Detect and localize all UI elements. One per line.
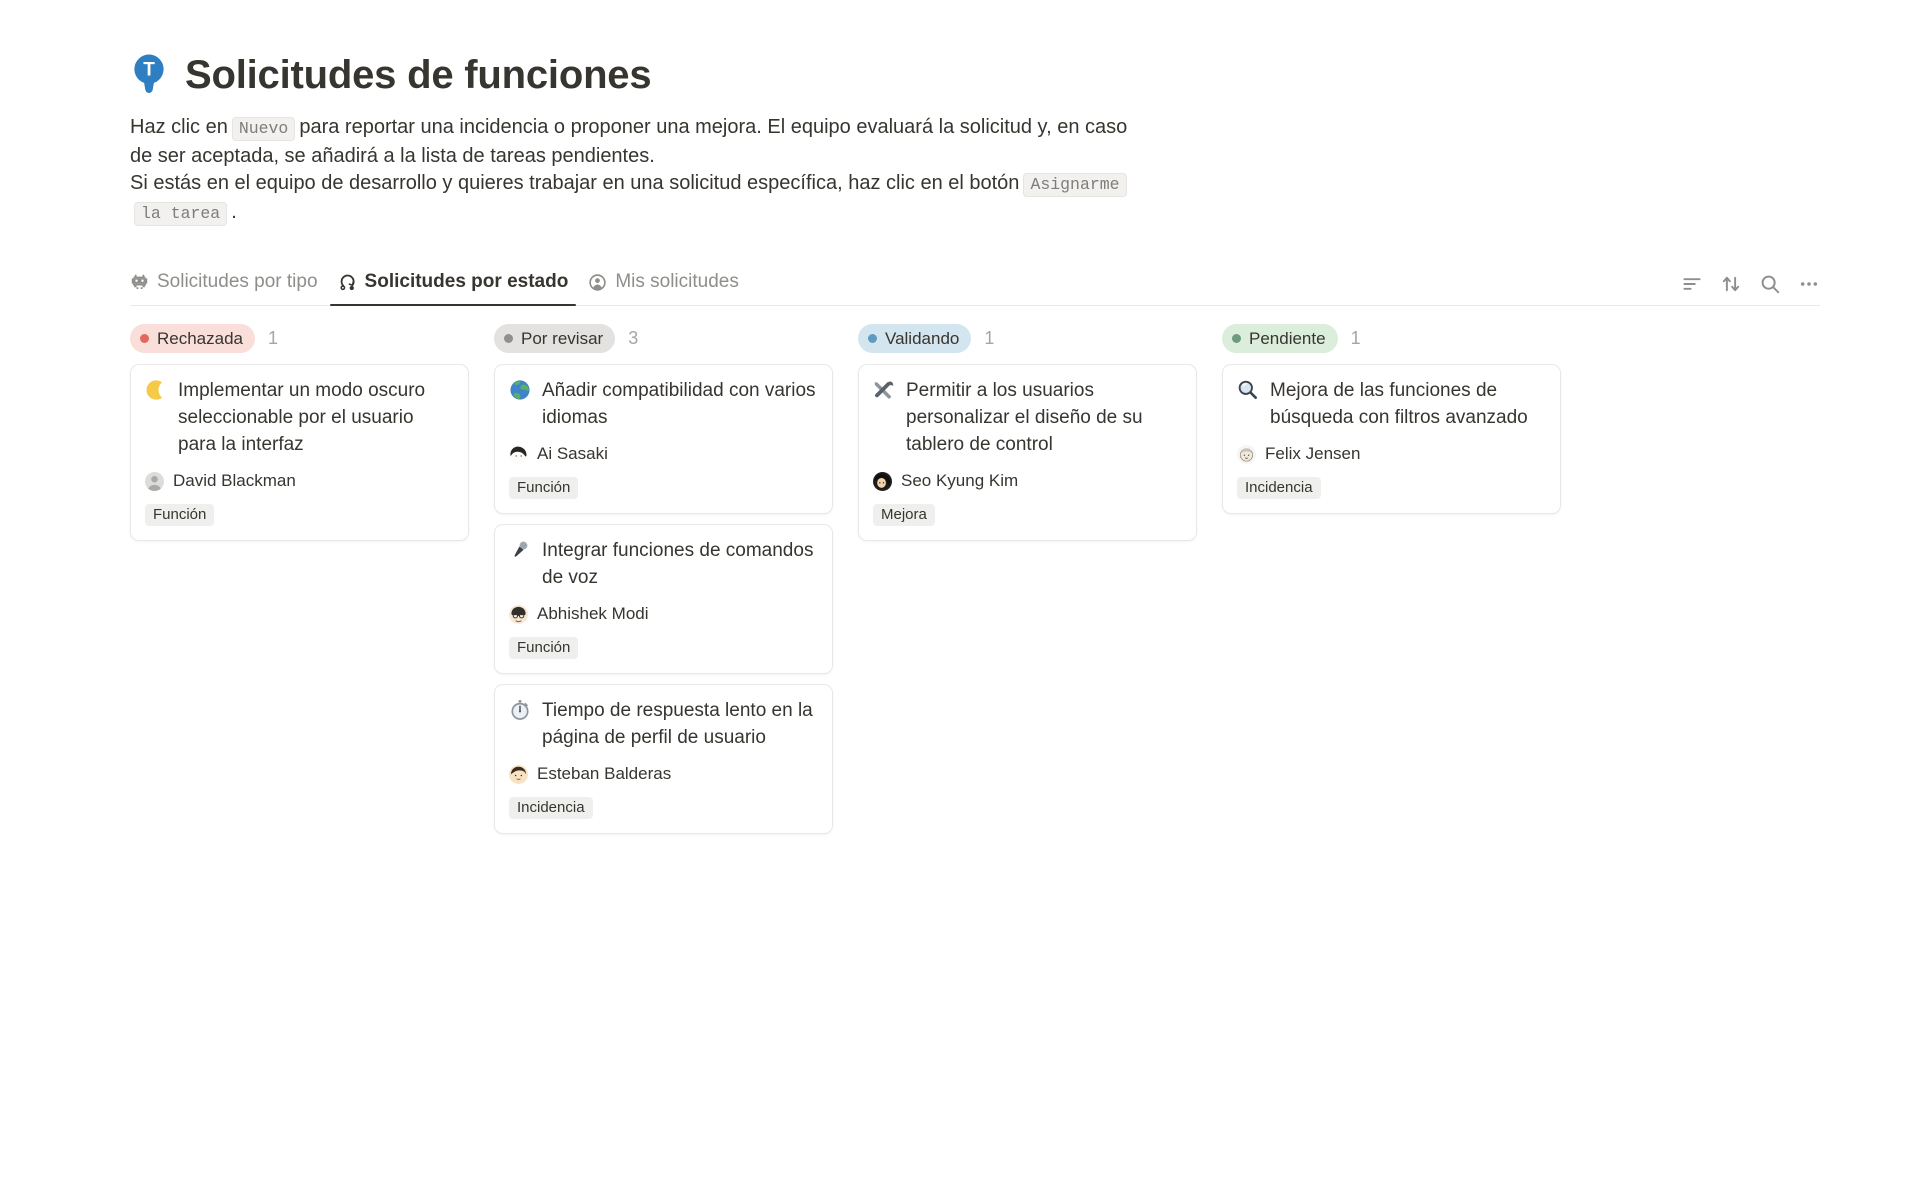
page-description [130,114,1140,227]
assignee-name: Seo Kyung Kim [901,471,1019,490]
stopwatch-icon [509,699,531,721]
status-pill[interactable] [858,324,971,353]
seo-kyung-kim-avatar [873,472,892,491]
column-cards [494,364,833,834]
card-tiempo-respuesta[interactable] [494,684,833,834]
type-tag: Incidencia [1237,477,1321,499]
lightbulb-icon [130,52,168,98]
card-title: Añadir compatibilidad con varios idiomas [542,380,816,428]
esteban-balderas-avatar [509,765,528,784]
card-personalizar-tablero[interactable] [858,364,1197,541]
column-header [1222,324,1561,353]
magnifier-icon [1237,379,1259,401]
column-pendiente [1222,324,1561,514]
status-pill[interactable] [130,324,255,353]
column-header [858,324,1197,353]
column-count: 3 [628,328,639,348]
assignee-name: Ai Sasaki [537,444,608,463]
asignarme-inline-chip: Asignarme la tarea [134,173,1127,226]
card-comandos-de-voz[interactable] [494,524,833,674]
ai-sasaki-avatar [509,445,528,464]
description-paragraph-2 [130,170,1140,227]
status-loop-icon [338,273,357,292]
description-text: Si estás en el equipo de desarrollo y quieres trabajar en una solicitud específica, haz clic en el botón [130,172,1020,194]
sort-icon[interactable] [1720,273,1742,295]
assignee-name: David Blackman [173,471,296,490]
card-busqueda-filtros[interactable] [1222,364,1561,514]
search-icon[interactable] [1759,273,1781,295]
card-assignee [509,604,818,624]
column-por-revisar [494,324,833,834]
column-validando [858,324,1197,541]
card-assignee [509,444,818,464]
globe-icon [509,379,531,401]
column-cards [130,364,469,541]
card-assignee [1237,444,1546,464]
status-label: Rechazada [157,328,244,348]
tab-label: Mis solicitudes [615,271,739,292]
column-count: 1 [1350,328,1361,348]
column-cards [858,364,1197,541]
column-header [130,324,469,353]
status-pill[interactable] [494,324,615,353]
view-tabs [130,265,749,305]
assignee-name: Felix Jensen [1265,444,1361,463]
description-text: para reportar una incidencia o proponer una mejora. El equipo evaluará la solicitud y, en caso de ser aceptada, se añadirá a la lista de tareas pendientes. [130,116,1128,167]
assignee-name: Abhishek Modi [537,604,649,623]
card-title: Implementar un modo oscuro seleccionable por el usuario para la interfaz [178,380,426,455]
view-toolbar [1681,273,1820,305]
card-title: Mejora de las funciones de búsqueda con filtros avanzado [1270,380,1528,428]
microphone-icon [509,539,531,561]
column-count: 1 [268,328,279,348]
more-icon[interactable] [1798,273,1820,295]
card-title: Integrar funciones de comandos de voz [542,540,814,588]
tab-solicitudes-por-tipo[interactable] [130,265,328,305]
column-rechazada [130,324,469,541]
card-title: Tiempo de respuesta lento en la página de perfil de usuario [542,700,813,748]
tab-mis-solicitudes[interactable] [578,265,749,305]
column-header [494,324,833,353]
tab-label: Solicitudes por tipo [157,271,318,292]
type-tag: Mejora [873,504,935,526]
card-assignee [145,471,454,491]
column-count: 1 [984,328,995,348]
status-label: Por revisar [521,328,604,348]
type-tag: Incidencia [509,797,593,819]
type-tag: Función [509,477,578,499]
description-text: . [231,200,237,223]
kanban-board [130,324,1820,834]
status-dot-icon [140,334,149,343]
person-circle-icon [588,273,607,292]
svg-text:T: T [143,59,155,81]
status-pill[interactable] [1222,324,1338,353]
abhishek-modi-avatar [509,605,528,624]
felix-jensen-avatar [1237,445,1256,464]
card-modo-oscuro[interactable] [130,364,469,541]
filter-icon[interactable] [1681,273,1703,295]
tab-solicitudes-por-estado[interactable] [328,265,579,305]
assignee-name: Esteban Balderas [537,764,672,783]
silhouette-avatar [145,472,164,491]
hammer-wrench-icon [873,379,895,401]
nuevo-inline-chip: Nuevo [232,117,296,141]
status-label: Validando [885,328,960,348]
card-assignee [509,764,818,784]
type-tag: Función [145,504,214,526]
status-label: Pendiente [1249,328,1326,348]
status-dot-icon [868,334,877,343]
alien-icon [130,273,149,292]
description-text: Haz clic en [130,116,228,138]
page-header [130,52,1820,98]
tab-label: Solicitudes por estado [364,271,569,292]
page-title: Solicitudes de funciones [185,52,652,97]
card-varios-idiomas[interactable] [494,364,833,514]
status-dot-icon [1232,334,1241,343]
description-paragraph-1 [130,114,1140,170]
status-dot-icon [504,334,513,343]
crescent-moon-icon [145,379,167,401]
type-tag: Función [509,637,578,659]
column-cards [1222,364,1561,514]
card-title: Permitir a los usuarios personalizar el diseño de su tablero de control [906,380,1143,455]
view-tabs-bar [130,265,1820,306]
page-content [130,0,1820,834]
card-assignee [873,471,1182,491]
